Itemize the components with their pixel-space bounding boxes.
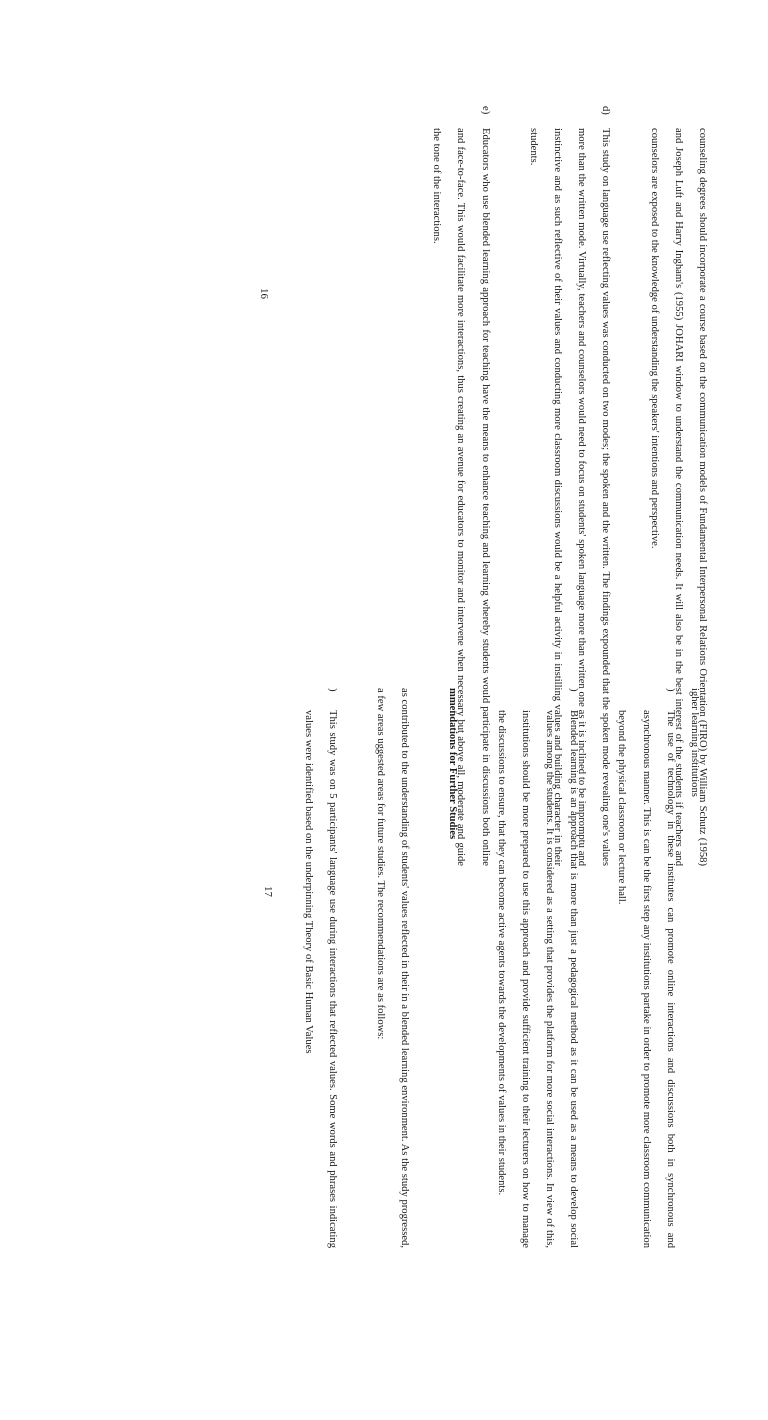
section-heading: mmendations for Further Studies (447, 688, 459, 840)
list-item (609, 688, 682, 1248)
list-marker: ) (326, 688, 338, 692)
list-item-text: Educators who use blended learning approach for teaching have the means to enhance teaching and learning whereby students would participate in discussions both online and face-to-face. This would facilitate more interactions, thus creating an avenue for educators to monitor and intervene when necessary but above all, moderate and guide the tone of the interactions. (431, 128, 491, 866)
list-marker: ) (568, 688, 580, 692)
list-item (295, 688, 343, 1248)
list-item (488, 688, 585, 1248)
list-item-text: Blended learning is an approach that is more than just a pedagogical method as it can be used as a means to develop social values among the students. It is considered as a setting that provides the platform for more social interactions. In view of this, institutions should be more prepared to use this approach and provide sufficient training to their lecturers on how to manage the discussions to ensure, that they can become active agents towards the developments of values in their students. (495, 710, 580, 1248)
continuation-paragraph: counseling degrees should incorporate a course based on the communication models of Fundamental Interpersonal Relations Orientation (FIRO) by William Schutz (1958) and Joseph Luft and Harry Ingham's (1955) JOHARI window to understand the communication needs. It will also be in the best interest of the students if teachers and counselors are exposed to the knowledge of understanding the speakers' intentions and perspective. (648, 128, 708, 866)
list-marker: e) (479, 106, 491, 115)
list-marker: d) (600, 106, 612, 115)
page-number: 16 (258, 288, 270, 299)
list-item-text: The use of technology in these institutes can promote online interactions and discussions both in synchronous and asynchronous manner. This is can be the first step any institutions partake in order to promote more classroom communication beyond the physical classroom or lecture hall. (616, 710, 676, 1248)
page-17 (208, 520, 768, 1420)
page-number: 17 (262, 886, 274, 897)
intro-paragraph: as contributed to the understanding of students' values reflected in their in a blended learning environment. As the study progressed, a few areas uggested areas for future studies. The recommendations are as follows: (374, 688, 411, 1248)
list-marker: ) (664, 688, 676, 692)
list-item-text: This study on language use reflecting values was conducted on two modes; the spoken and the written. The findings expounded that the spoken mode revealing one's values more than the written mode. Virtually, teachers and counselors would need to focus on students' spoken language more than written one as it is inclined to be impromptu and instinctive and as such reflective of their values and conducting more classroom discussions would be a helpful activity in instilling values and building character in their students. (527, 128, 612, 866)
page-17-body (271, 688, 706, 1248)
list-item-text: This study was on 5 participants' language use during interactions that reflected values. Some words and phrases indicating values were identified based on the underpinning Theory of Basic Human Values (302, 710, 338, 1248)
lead-line: igher learning institutions (689, 688, 700, 797)
